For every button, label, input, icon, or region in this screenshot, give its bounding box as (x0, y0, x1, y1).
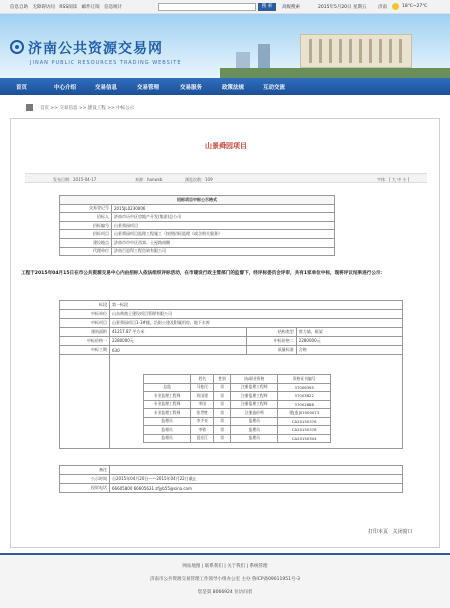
table-row: 备注 (60, 466, 403, 475)
table-row: 交易登记号 2015JL0230006 (60, 204, 335, 213)
page-title: 山景舜园项目 (205, 142, 247, 150)
table-row: 中标单位 山东黄商土建设项目管理有限公司 (60, 310, 403, 319)
banner-trees-decoration (220, 68, 450, 78)
table-row: 标段 第一标段 (60, 301, 403, 310)
table-row: 招标项目 山景舜园项目监理工程施工（按照招标监理《或含相关服务》 (60, 230, 335, 239)
table-row: 专业监理工程师 张世胜 男 注册造价师 建[造]07000073 (144, 409, 331, 418)
nav-item-home[interactable]: 首页 (16, 85, 28, 91)
view-count: 浏览次数：109 (185, 177, 213, 182)
site-title: 济南公共资源交易网 (28, 41, 163, 57)
nav-item-interaction[interactable]: 互动交流 (263, 85, 286, 91)
font-size-switcher[interactable]: 字体：[ 大 中 小 ] (377, 177, 410, 182)
banner-building-image (300, 34, 412, 68)
main-nav (0, 78, 450, 95)
nav-item-trading-info[interactable]: 交易信息 (95, 85, 118, 91)
weather-city: 济南 (378, 5, 387, 10)
advanced-search-link[interactable]: 高级搜索 (282, 5, 300, 10)
utility-link[interactable]: 信息统计 (104, 5, 123, 10)
weather-temp: 18℃~27℃ (402, 4, 428, 9)
table-row: 代理单位 济南百思得工程咨询有限公司 (60, 247, 335, 256)
publicity-table (59, 465, 403, 493)
nav-item-trading-mgmt[interactable]: 交易管理 (137, 85, 160, 91)
search-input[interactable] (158, 3, 256, 11)
table-row: 总监 马桂民 男 注册监理工程师 37006395 (144, 383, 331, 392)
print-link[interactable]: 打印本页 (368, 529, 389, 535)
table-row: 中标项目 山景舜园项目1-3#楼、沿街公建及附属用房、地下车库 (60, 319, 403, 328)
table-row: 公示时间 自2015年04月20日——2015年04月22日截止 (60, 475, 403, 484)
utility-link[interactable]: 邮件订阅 (81, 5, 100, 10)
utility-link[interactable]: RSS阅读 (59, 5, 78, 10)
search-button[interactable]: 搜 索 (258, 3, 276, 11)
table-row: 中标工期 630 质量标准 合格 (60, 346, 403, 355)
table-row: 中标价格一 2280000元 中标价格二 2280000元 (60, 337, 403, 346)
article-meta (25, 173, 427, 183)
table-header-row: 姓名 性别 执/职业资格 资格证书编号 (144, 375, 331, 384)
home-icon (26, 104, 33, 111)
top-utility-bar (0, 0, 450, 14)
site-banner (0, 14, 450, 78)
table-row: 监理员 聂宏江 男 监理员 CA20150304 (144, 434, 331, 443)
tender-info-table (59, 195, 335, 256)
content-panel (10, 118, 440, 548)
table-row: 投诉电话 66605800 66605631 zfjyb55@sina.com (60, 484, 403, 493)
table-row: 建设地点 济南市市中区西郊、土屋路南侧 (60, 238, 335, 247)
nav-item-policy[interactable]: 政策法规 (222, 85, 245, 91)
site-subtitle: JINAN PUBLIC RESOURCES TRADING WEBSITE (30, 60, 182, 66)
table-row: 招标人 济南市历中区房地产开发(集团)总公司 (60, 213, 335, 222)
site-logo-icon (10, 40, 24, 54)
table-row: 建筑面积 41217.87 平方米 结构类型 剪力墙、框架 (60, 328, 403, 337)
footer-sponsor: 济南市公共资源交易管理工作领导小组办公室 主办 鲁ICP备09011951号-3 (150, 577, 300, 582)
utility-links (10, 4, 125, 10)
footer-links[interactable]: 网站地图 | 联系我们 | 关于我们 | 系统管理 (182, 564, 268, 569)
staff-table (143, 374, 331, 443)
award-notice: 工程于2015年04月15日在市公共资源交易中心内由招标人依法组织评标活动，在市建设行政主管部门的监督下，经评标委员会评审，共有1家单位中标，现将评议结果进行公示： (21, 271, 386, 276)
utility-link[interactable]: 无障碍访问 (32, 5, 55, 10)
nav-item-about[interactable]: 中心介绍 (54, 85, 77, 91)
source: 来源：hanwsb (135, 177, 163, 182)
publish-date: 发布日期：2015-04-17 (53, 177, 97, 182)
table-row: 监理员 李锁 男 监理员 CA20150378 (144, 426, 331, 435)
utility-link[interactable]: 信息自助 (10, 5, 28, 10)
date-text: 2015年5月20日 星期五 (318, 5, 367, 10)
visitor-counter: 您是第 8066924 位访问者 (197, 590, 253, 595)
table-row: 监理员 李手亮 男 监理员 CA20150376 (144, 417, 331, 426)
close-window-link[interactable]: 关闭窗口 (392, 529, 413, 535)
table-row: 专业监理工程师 李国 男 注册监理工程师 37002688 (144, 400, 331, 409)
sun-icon (392, 3, 399, 10)
table-row: 专业监理工程师 尚国建 男 注册监理工程师 37003822 (144, 392, 331, 401)
breadcrumb-text[interactable]: 首页 >> 交易信息 >> 建设工程 >> 中标公示 (40, 106, 135, 111)
site-footer (0, 553, 450, 608)
table-row: 招标编号 山景舜园项目 (60, 221, 335, 230)
banner-building-decoration (258, 44, 270, 70)
table-header: 招标项目中标公示格式 (60, 196, 335, 205)
nav-item-trading-service[interactable]: 交易服务 (180, 85, 203, 91)
breadcrumb (10, 104, 440, 116)
page-actions (365, 528, 413, 535)
